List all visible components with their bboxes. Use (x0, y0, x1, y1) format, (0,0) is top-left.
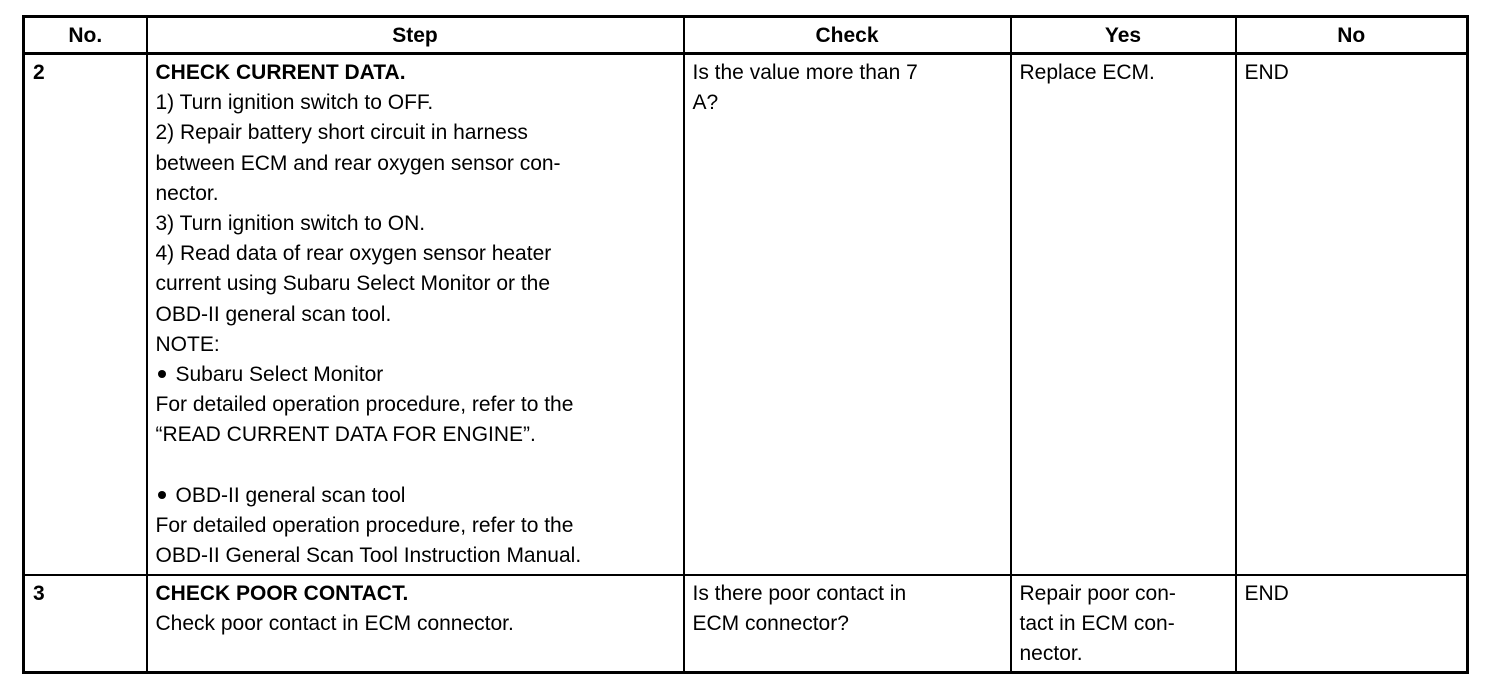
step-line: current using Subaru Select Monitor or the (155, 272, 551, 296)
header-no: No. (24, 17, 147, 54)
bullet-label: OBD-II general scan tool (175, 483, 406, 507)
no-cell (1236, 54, 1468, 575)
header-row (24, 17, 1468, 54)
yes-line: Replace ECM. (1019, 61, 1155, 84)
check-line: Is there poor contact in (692, 581, 907, 605)
step-title: CHECK POOR CONTACT. (155, 581, 409, 605)
check-line: ECM connector? (692, 611, 849, 635)
check-cell (684, 54, 1011, 575)
check-line: A? (692, 91, 719, 115)
header-step: Step (147, 17, 684, 54)
table-row (24, 575, 1468, 673)
row-number: 3 (24, 575, 147, 673)
diagnostic-table (22, 15, 1469, 674)
no-line: END (1244, 61, 1289, 84)
header-check: Check (684, 17, 1011, 54)
step-line: OBD-II general scan tool. (155, 302, 392, 326)
step-line: NOTE: (155, 332, 220, 356)
check-line: Is the value more than 7 (692, 61, 918, 84)
step-line: Check poor contact in ECM connector. (155, 611, 514, 635)
no-cell (1236, 575, 1468, 673)
step-line: 2) Repair battery short circuit in harness (155, 121, 528, 145)
yes-cell (1011, 575, 1236, 673)
row-number: 2 (24, 54, 147, 575)
step-line: OBD-II General Scan Tool Instruction Manual. (155, 544, 582, 568)
yes-line: tact in ECM con- (1019, 611, 1175, 635)
bullet-icon (158, 491, 166, 499)
step-line: “READ CURRENT DATA FOR ENGINE”. (155, 423, 536, 447)
yes-cell (1011, 54, 1236, 575)
step-line: 3) Turn ignition switch to ON. (155, 212, 426, 236)
step-title: CHECK CURRENT DATA. (155, 61, 406, 84)
step-cell (147, 575, 684, 673)
blank-line (156, 451, 677, 481)
bullet-label: Subaru Select Monitor (175, 363, 384, 387)
step-line: between ECM and rear oxygen sensor con- (155, 151, 561, 175)
step-line: For detailed operation procedure, refer to the (155, 393, 574, 417)
step-line: 1) Turn ignition switch to OFF. (155, 91, 434, 115)
step-cell (147, 54, 684, 575)
table-row (24, 54, 1468, 575)
header-yes: Yes (1011, 17, 1236, 54)
step-line: 4) Read data of rear oxygen sensor heater (155, 242, 552, 266)
bullet-item (156, 481, 677, 511)
step-line: nector. (155, 181, 219, 205)
bullet-item (156, 360, 677, 390)
header-no-result: No (1236, 17, 1468, 54)
bullet-icon (158, 370, 166, 378)
check-cell (684, 575, 1011, 673)
step-line: For detailed operation procedure, refer to the (155, 514, 574, 538)
yes-line: Repair poor con- (1019, 581, 1176, 605)
yes-line: nector. (1019, 641, 1083, 665)
no-line: END (1244, 581, 1289, 605)
